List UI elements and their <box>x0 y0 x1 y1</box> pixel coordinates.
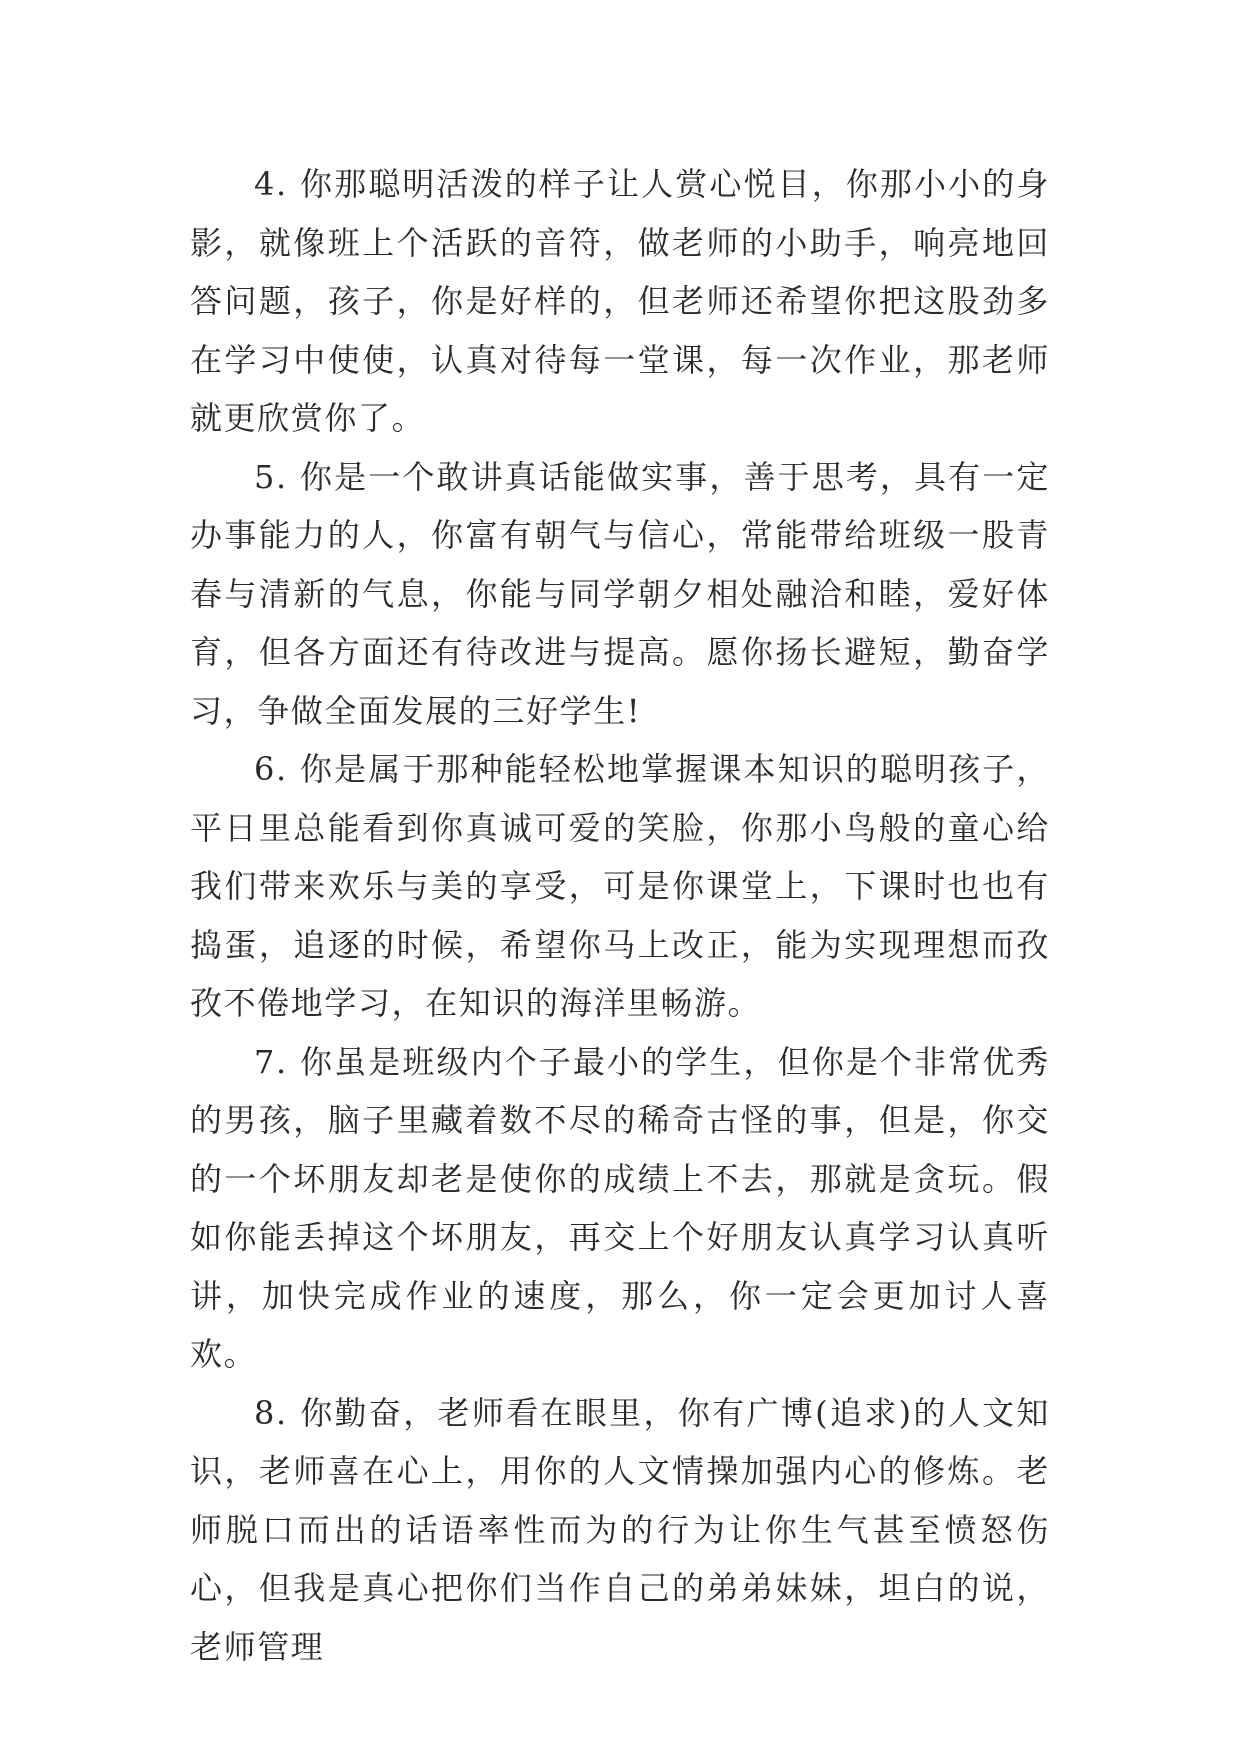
paragraph-8: 8. 你勤奋，老师看在眼里，你有广博(追求)的人文知识，老师喜在心上，用你的人文情操加强内心的修炼。老师脱口而出的话语率性而为的行为让你生气甚至愤怒伤心，但我是真心把你们当作自己的弟弟妹妹，坦白的说，老师管理 <box>190 1393 1050 1666</box>
paragraph-5: 5. 你是一个敢讲真话能做实事，善于思考，具有一定办事能力的人，你富有朝气与信心，常能带给班级一股青春与清新的气息，你能与同学朝夕相处融洽和睦，爱好体育，但各方面还有待改进与提高。愿你扬长避短，勤奋学习，争做全面发展的三好学生! <box>190 457 1050 730</box>
paragraph-7: 7. 你虽是班级内个子最小的学生，但你是个非常优秀的男孩，脑子里藏着数不尽的稀奇古怪的事，但是，你交的一个坏朋友却老是使你的成绩上不去，那就是贪玩。假如你能丢掉这个坏朋友，再交上个好朋友认真学习认真听讲，加快完成作业的速度，那么，你一定会更加讨人喜欢。 <box>190 1042 1050 1373</box>
paragraph-6: 6. 你是属于那种能轻松地掌握课本知识的聪明孩子，平日里总能看到你真诚可爱的笑脸，你那小鸟般的童心给我们带来欢乐与美的享受，可是你课堂上，下课时也也有捣蛋，追逐的时候，希望你马上改正，能为实现理想而孜孜不倦地学习，在知识的海洋里畅游。 <box>190 750 1050 1022</box>
paragraph-4: 4. 你那聪明活泼的样子让人赏心悦目，你那小小的身影，就像班上个活跃的音符，做老师的小助手，响亮地回答问题，孩子，你是好样的，但老师还希望你把这股劲多在学习中使使，认真对待每一堂课，每一次作业，那老师就更欣赏你了。 <box>190 165 1050 437</box>
document-body <box>190 155 1050 1676</box>
